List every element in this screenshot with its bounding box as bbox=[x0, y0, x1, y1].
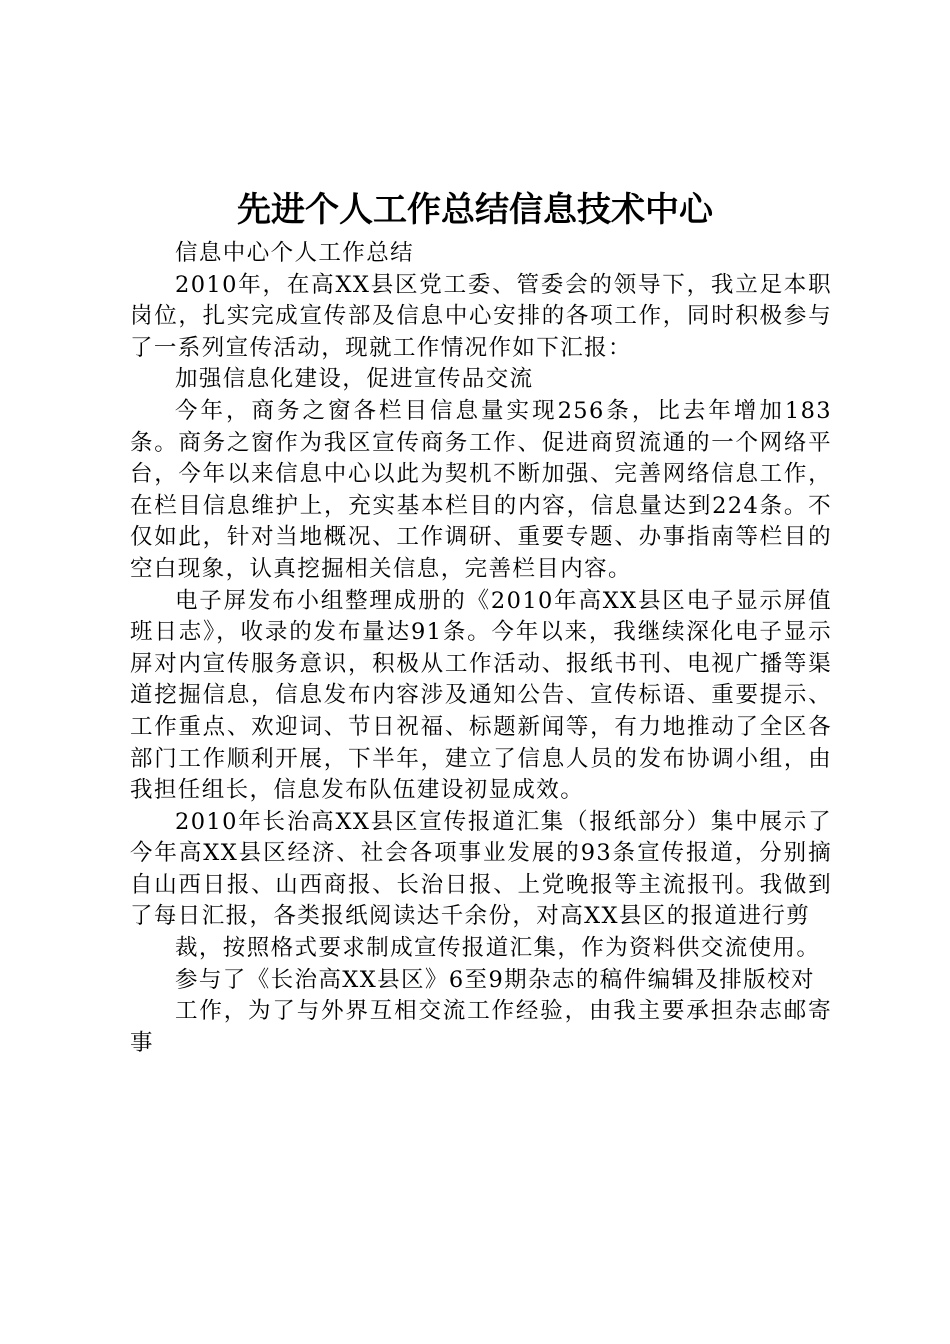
paragraph-business-window: 今年，商务之窗各栏目信息量实现256条，比去年增加183条。商务之窗作为我区宣传商务工作、促进商贸流通的一个网络平台，今年以来信息中心以此为契机不断加强、完善网络信息工作，在栏目信息维护上，充实基本栏目的内容，信息量达到224条。不仅如此，针对当地概况、工作调研、重要专题、办事指南等栏目的空白现象，认真挖掘相关信息，完善栏目内容。 bbox=[130, 397, 832, 582]
paragraph-magazine-mailing: 工作，为了与外界互相交流工作经验，由我主要承担杂志邮寄事 bbox=[130, 998, 832, 1056]
document-title: 先进个人工作总结信息技术中心 bbox=[237, 190, 713, 230]
paragraph-electronic-screen: 电子屏发布小组整理成册的《2010年高XX县区电子显示屏值班日志》，收录的发布量达91条。今年以来，我继续深化电子显示屏对内宣传服务意识，积极从工作活动、报纸书刊、电视广播等渠道挖掘信息，信息发布内容涉及通知公告、宣传标语、重要提示、工作重点、欢迎词、节日祝福、标题新闻等，有力地推动了全区各部门工作顺利开展，下半年，建立了信息人员的发布协调小组，由我担任组长，信息发布队伍建设初显成效。 bbox=[130, 587, 832, 804]
paragraph-intro: 2010年，在高XX县区党工委、管委会的领导下，我立足本职岗位，扎实完成宣传部及信息中心安排的各项工作，同时积极参与了一系列宣传活动，现就工作情况作如下汇报： bbox=[130, 271, 832, 361]
paragraph-press-compilation: 2010年长治高XX县区宣传报道汇集（报纸部分）集中展示了今年高XX县区经济、社会各项事业发展的93条宣传报道，分别摘自山西日报、山西商报、长治日报、上党晚报等主流报刊。我做到了每日汇报，各类报纸阅读达千余份，对高XX县区的报道进行剪 bbox=[130, 808, 832, 930]
paragraph-magazine-editing: 参与了《长治高XX县区》6至9期杂志的稿件编辑及排版校对 bbox=[175, 966, 815, 993]
paragraph-press-continued: 裁，按照格式要求制成宣传报道汇集，作为资料供交流使用。 bbox=[175, 935, 821, 962]
paragraph-section-heading: 加强信息化建设，促进宣传品交流 bbox=[175, 366, 534, 393]
paragraph-subtitle: 信息中心个人工作总结 bbox=[175, 240, 415, 266]
document-body bbox=[130, 238, 832, 1059]
